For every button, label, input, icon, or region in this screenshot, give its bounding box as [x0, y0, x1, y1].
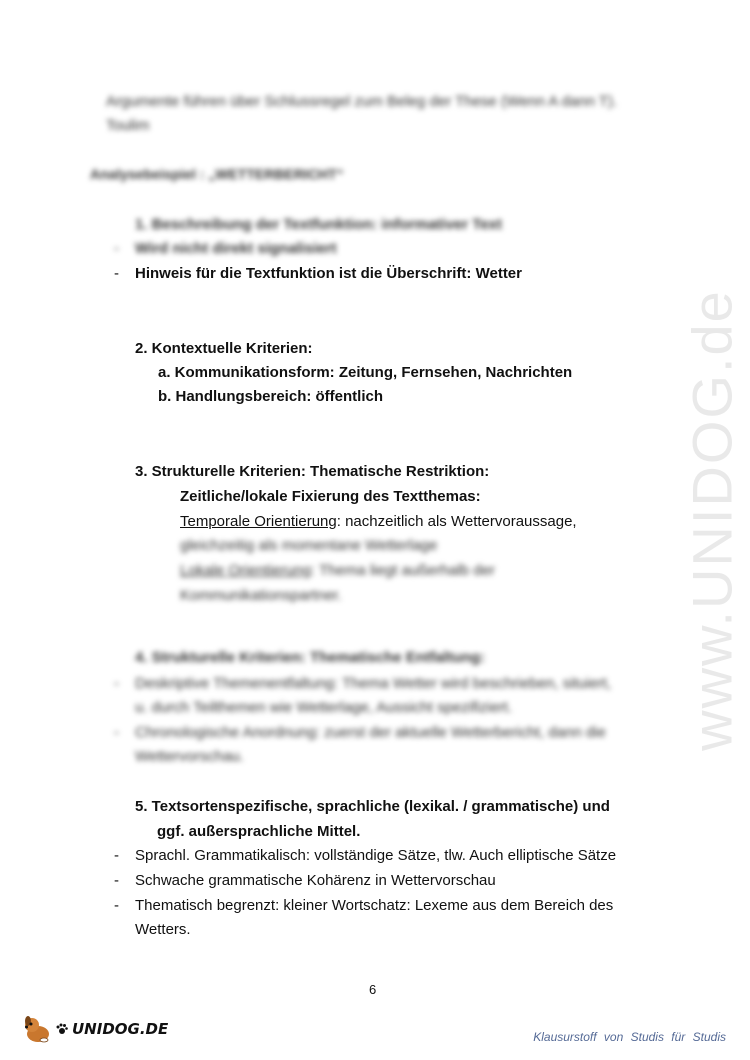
section-2-title: 2. Kontextuelle Kriterien:: [135, 340, 313, 357]
bullet-dash: -: [114, 265, 119, 282]
bullet-dash: -: [114, 240, 119, 257]
bullet-dash: -: [114, 724, 119, 741]
section-5-bullet-1: Sprachl. Grammatikalisch: vollständige Sätze, tlw. Auch elliptische Sätze: [135, 847, 617, 864]
bullet-dash: -: [114, 847, 119, 864]
paw-icon: [56, 1023, 68, 1035]
temporal-label: Temporale Orientierung: [180, 513, 337, 530]
section-2-item-a: a. Kommunikationsform: Zeitung, Fernsehen, Nachrichten: [158, 364, 573, 381]
section-5-bullet-3-line-2: Wetters.: [135, 921, 191, 938]
section-3-line-2: gleichzeitig als momentane Wetterlage: [180, 537, 438, 554]
section-4-bullet-1-line-2: u. durch Teilthemen wie Wetterlage, Aussicht spezifiziert.: [135, 699, 513, 716]
bullet-dash: -: [114, 675, 119, 692]
analysis-heading: Analysebeispiel : „WETTERBERICHT“: [90, 166, 344, 182]
section-3-subtitle: Zeitliche/lokale Fixierung des Textthemas:: [180, 488, 481, 505]
section-1-bullet-1: Wird nicht direkt signalisiert: [135, 240, 337, 257]
section-3-temporal: [180, 512, 577, 532]
footer-slogan: Klausurstoff von Studis für Studis: [533, 1030, 726, 1044]
dog-icon: [22, 1014, 52, 1044]
section-4-bullet-1-line-1: Deskriptive Themenentfaltung: Thema Wetter wird beschrieben, situiert,: [135, 675, 612, 692]
section-4-bullet-2-line-2: Wettervorschau.: [135, 748, 244, 765]
section-5-title-line-2: ggf. außersprachliche Mittel.: [157, 823, 361, 840]
section-3-line-4: Kommunikationspartner.: [180, 587, 342, 604]
section-3-title: 3. Strukturelle Kriterien: Thematische Restriktion:: [135, 463, 490, 480]
bullet-dash: -: [114, 872, 119, 889]
section-5-bullet-3-line-1: Thematisch begrenzt: kleiner Wortschatz: Lexeme aus dem Bereich des: [135, 897, 614, 914]
section-4-bullet-2-line-1: Chronologische Anordnung: zuerst der aktuelle Wetterbericht, dann die: [135, 724, 606, 741]
section-4-title: 4. Strukturelle Kriterien: Thematische Entfaltung:: [135, 649, 486, 666]
lokal-text: : Thema liegt außerhalb der: [310, 562, 495, 579]
intro-line-2: Toulim: [106, 117, 150, 134]
section-2-item-b: b. Handlungsbereich: öffentlich: [158, 388, 384, 405]
section-1-bullet-2: Hinweis für die Textfunktion ist die Überschrift: Wetter: [135, 265, 522, 282]
lokal-label: Lokale Orientierung: [180, 562, 311, 579]
section-5-bullet-2: Schwache grammatische Kohärenz in Wettervorschau: [135, 872, 496, 889]
section-5-title-line-1: 5. Textsortenspezifische, sprachliche (lexikal. / grammatische) und: [135, 798, 610, 815]
watermark: www.UNIDOG.de: [680, 289, 744, 751]
unidog-logo: [22, 1014, 168, 1044]
temporal-text: : nachzeitlich als Wettervoraussage,: [336, 513, 577, 530]
section-1-title: 1. Beschreibung der Textfunktion: informativer Text: [135, 216, 503, 233]
intro-line-1: Argumente führen über Schlussregel zum Beleg der These (Wenn A dann T).: [106, 93, 618, 110]
logo-text: UNIDOG.DE: [72, 1020, 169, 1038]
bullet-dash: -: [114, 897, 119, 914]
page-number: 6: [369, 982, 377, 997]
section-3-lokal: [180, 561, 495, 581]
